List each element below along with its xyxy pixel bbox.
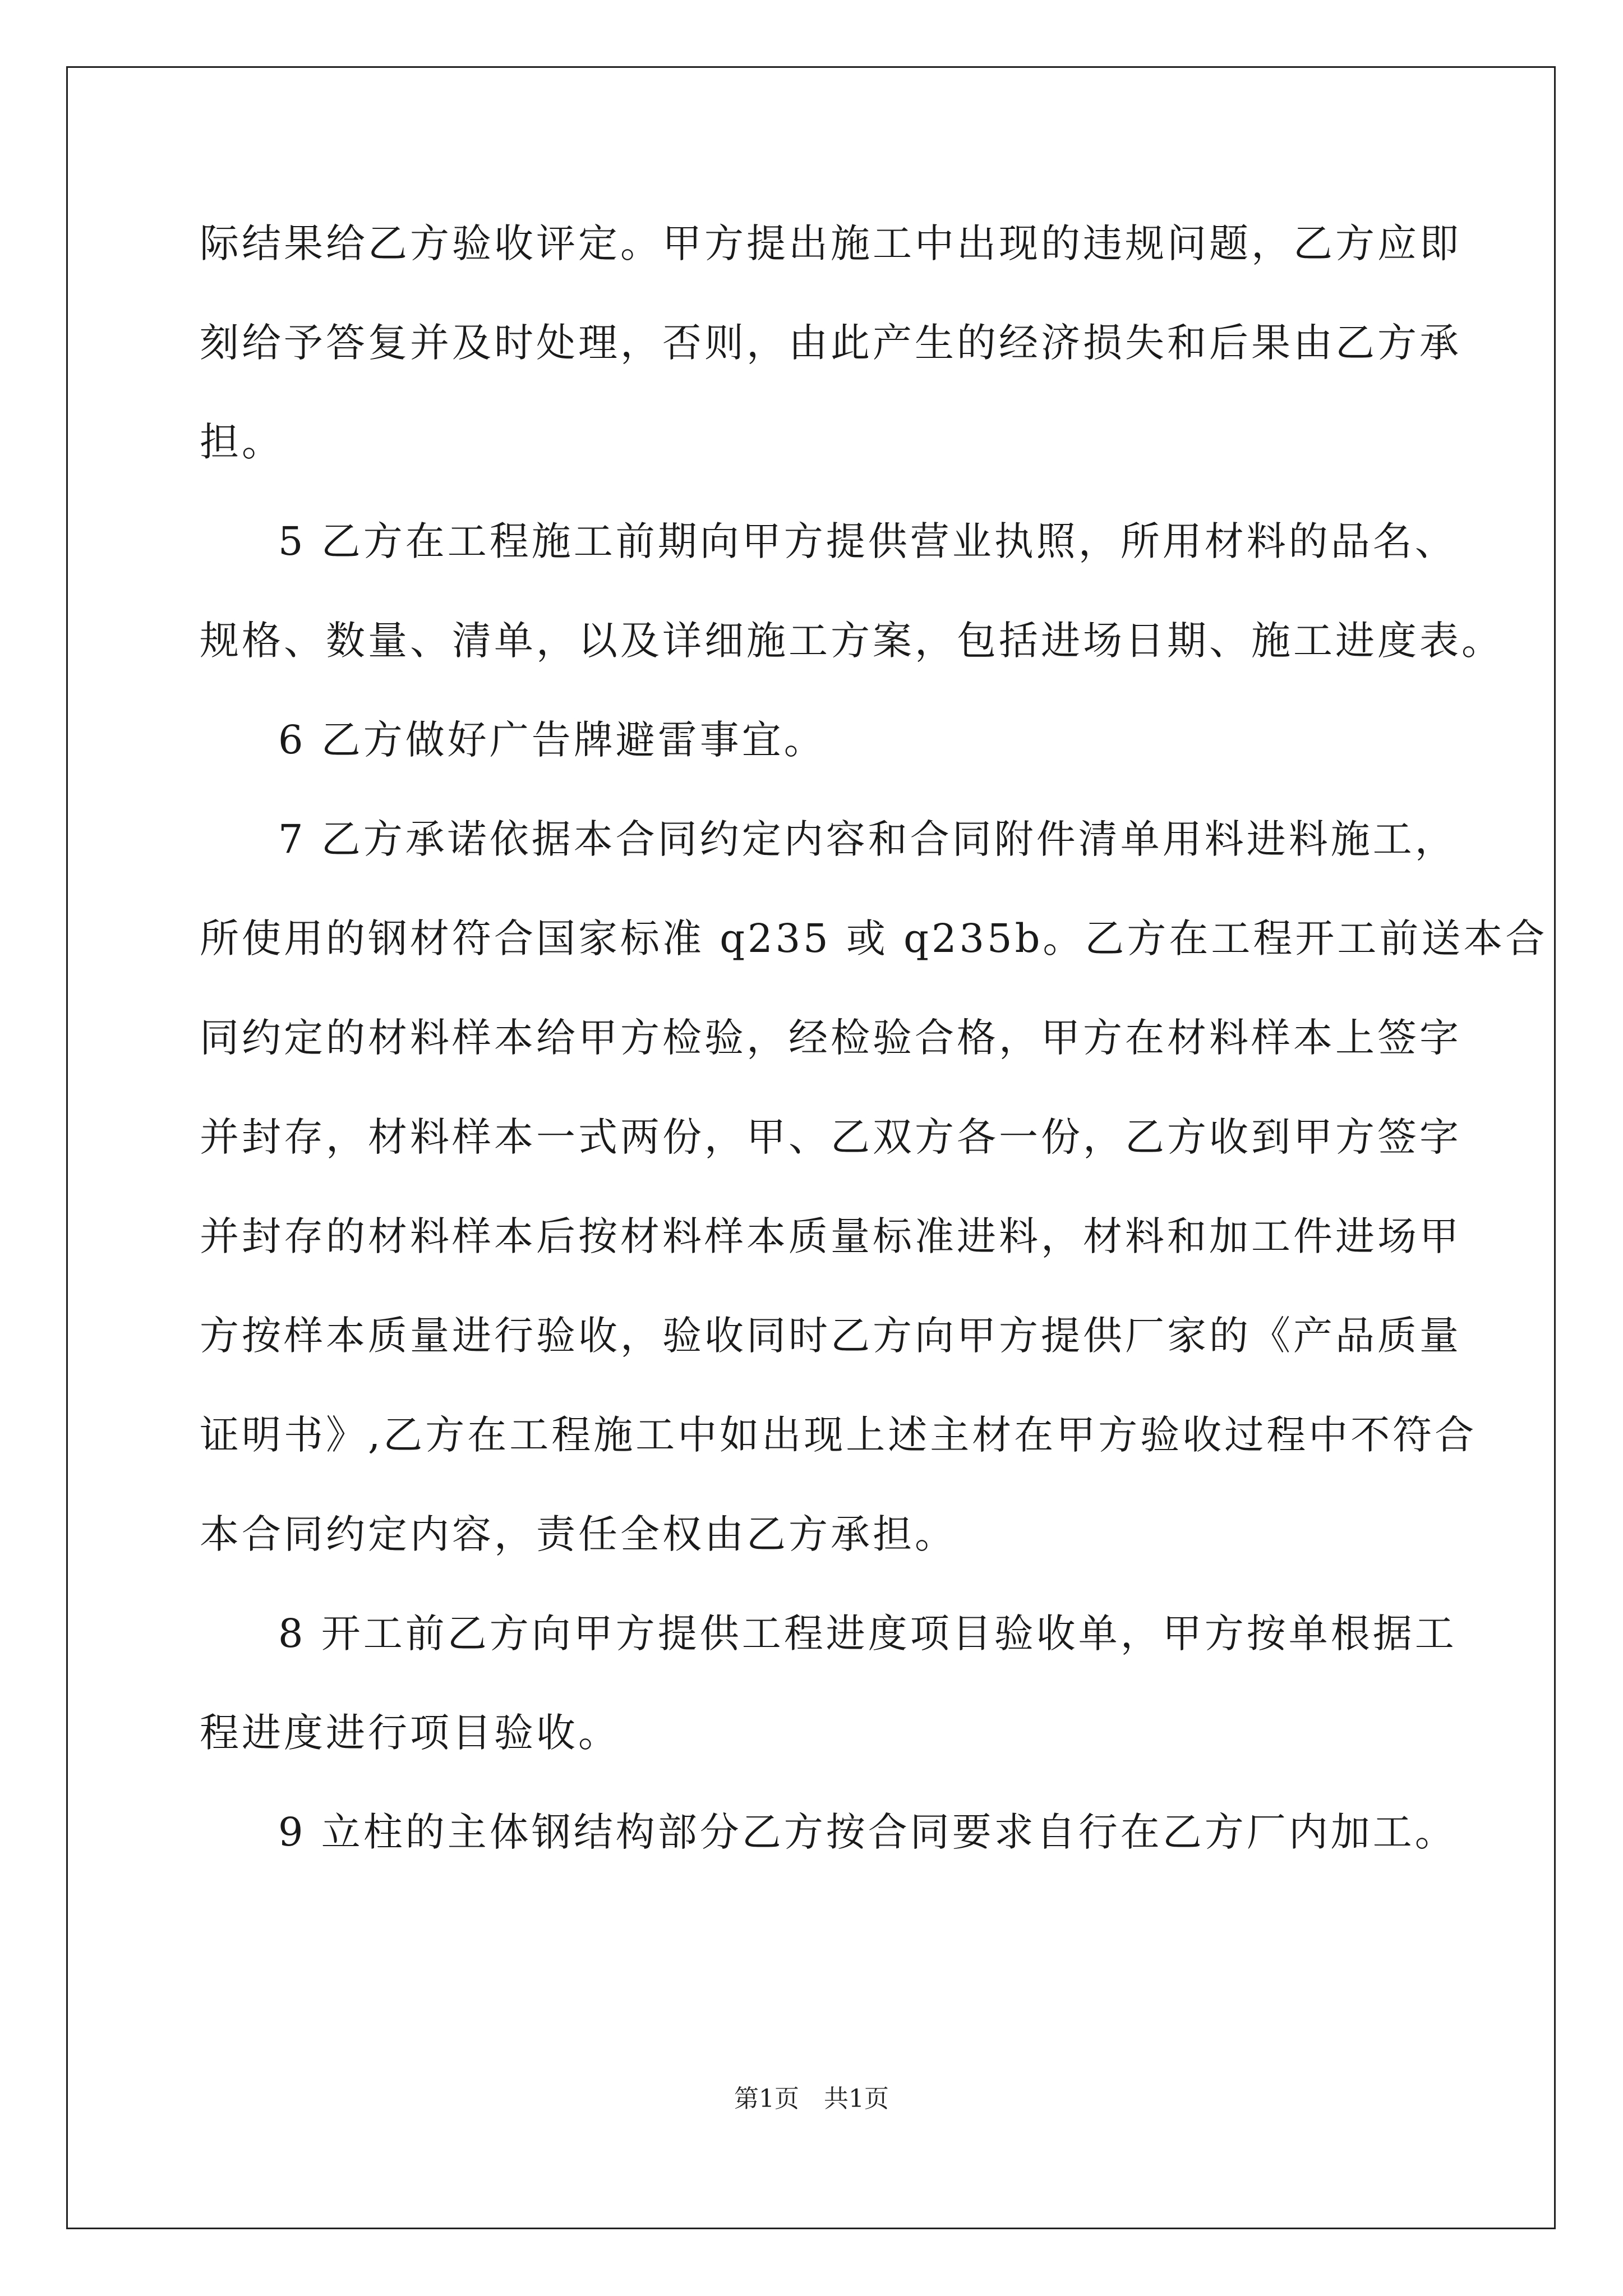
document-body xyxy=(200,194,1548,1882)
text-line: 并封存，材料样本一式两份，甲、乙双方各一份，乙方收到甲方签字 xyxy=(200,1114,1461,1160)
text-line: 担。 xyxy=(200,419,284,465)
text-line: 证明书》,乙方在工程施工中如出现上述主材在甲方验收过程中不符合 xyxy=(200,1412,1477,1458)
paragraph-item-5 xyxy=(200,492,1504,691)
text-line: 8 开工前乙方向甲方提供工程进度项目验收单，甲方按单根据工 xyxy=(278,1611,1457,1657)
text-line: 方按样本质量进行验收，验收同时乙方向甲方提供厂家的《产品质量 xyxy=(200,1313,1461,1359)
text-line: 际结果给乙方验收评定。甲方提出施工中出现的违规问题，乙方应即 xyxy=(200,220,1461,266)
paragraph-item-9 xyxy=(200,1783,1456,1882)
text-line: 所使用的钢材符合国家标准 q235 或 q235b。乙方在工程开工前送本合 xyxy=(200,915,1548,961)
text-line: 6 乙方做好广告牌避雷事宜。 xyxy=(278,717,826,763)
page-footer xyxy=(0,2082,1623,2116)
text-line: 本合同约定内容，责任全权由乙方承担。 xyxy=(200,1511,957,1557)
text-line: 程进度进行项目验收。 xyxy=(200,1710,620,1756)
text-line: 5 乙方在工程施工前期向甲方提供营业执照，所用材料的品名、 xyxy=(278,518,1457,564)
text-line: 并封存的材料样本后按材料样本质量标准进料，材料和加工件进场甲 xyxy=(200,1213,1461,1259)
page-number-current: 第1页 xyxy=(734,2085,799,2113)
paragraph-item-6 xyxy=(200,691,1456,790)
text-line: 同约定的材料样本给甲方检验，经检验合格，甲方在材料样本上签字 xyxy=(200,1015,1461,1061)
page-number-total: 共1页 xyxy=(824,2085,889,2113)
text-line: 7 乙方承诺依据本合同约定内容和合同附件清单用料进料施工， xyxy=(278,816,1457,862)
paragraph-continued xyxy=(200,194,1461,492)
text-line: 9 立柱的主体钢结构部分乙方按合同要求自行在乙方厂内加工。 xyxy=(278,1809,1457,1855)
paragraph-item-8 xyxy=(200,1584,1456,1783)
text-line: 刻给予答复并及时处理，否则，由此产生的经济损失和后果由乙方承 xyxy=(200,320,1461,366)
paragraph-item-7 xyxy=(200,790,1548,1584)
text-line: 规格、数量、清单，以及详细施工方案，包括进场日期、施工进度表。 xyxy=(200,618,1504,664)
